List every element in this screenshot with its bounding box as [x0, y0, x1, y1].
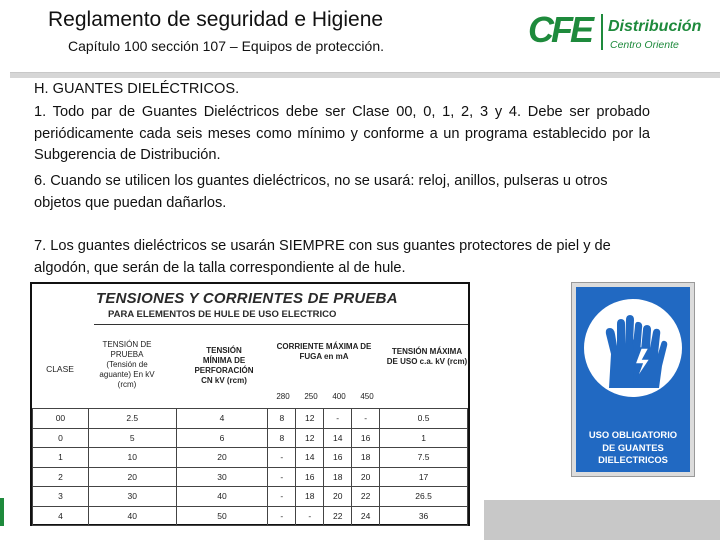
paragraph-item-1: 1. Todo par de Guantes Dieléctricos debe ser Clase 00, 0, 1, 2, 3 y 4. Debe ser probado periódicamente cada seis meses como mínimo y conforme a un programa establecido por la Subgerencia de Distribución. — [34, 104, 650, 163]
logo-brand: CFE — [528, 9, 591, 50]
table-cell: 20 — [88, 467, 176, 487]
table-cell: 6 — [176, 428, 268, 448]
table-cell: 8 — [268, 409, 296, 429]
logo-region: Centro Oriente — [610, 39, 679, 51]
page-title: Reglamento de seguridad e Higiene — [48, 8, 384, 31]
test-voltage-table — [30, 282, 470, 526]
table-cell: 8 — [268, 428, 296, 448]
table-cell: - — [268, 448, 296, 468]
table-cell: 26.5 — [380, 487, 468, 507]
table-cell: 20 — [324, 487, 352, 507]
table-cell: 22 — [324, 506, 352, 526]
table-row — [33, 428, 468, 448]
table-cell: 2.5 — [88, 409, 176, 429]
cfe-logo — [528, 10, 710, 54]
table-title: TENSIONES Y CORRIENTES DE PRUEBA — [96, 290, 398, 307]
page-subtitle: Capítulo 100 sección 107 – Equipos de protección. — [68, 38, 384, 54]
table-cell: - — [324, 409, 352, 429]
header-clase: CLASE — [46, 364, 74, 374]
table-title-rule — [94, 324, 468, 325]
table-cell: 40 — [176, 487, 268, 507]
table-cell: 5 — [88, 428, 176, 448]
logo-divider — [601, 14, 603, 50]
table-cell: 16 — [296, 467, 324, 487]
table-cell: 20 — [176, 448, 268, 468]
table-row — [33, 467, 468, 487]
table-cell: 16 — [324, 448, 352, 468]
mandatory-gloves-sign — [572, 283, 694, 476]
table-cell: 22 — [352, 487, 380, 507]
subheader-current-4: 450 — [360, 392, 374, 401]
header-divider — [10, 72, 720, 78]
table-cell: 0.5 — [380, 409, 468, 429]
table-cell: 14 — [296, 448, 324, 468]
table-cell: 20 — [352, 467, 380, 487]
table-grid — [32, 408, 468, 526]
table-cell: 50 — [176, 506, 268, 526]
table-cell: - — [268, 506, 296, 526]
table-cell: 30 — [176, 467, 268, 487]
table-cell: 30 — [88, 487, 176, 507]
subheader-current-1: 280 — [276, 392, 290, 401]
sign-label: USO OBLIGATORIO DE GUANTES DIELECTRICOS — [588, 429, 678, 465]
table-cell: 0 — [33, 428, 89, 448]
table-subtitle: PARA ELEMENTOS DE HULE DE USO ELECTRICO — [108, 309, 337, 320]
gloves-lightning-icon — [589, 304, 677, 392]
table-cell: 18 — [324, 467, 352, 487]
table-cell: 12 — [296, 409, 324, 429]
table-cell: 24 — [352, 506, 380, 526]
section-heading: H. GUANTES DIELÉCTRICOS. — [34, 81, 240, 97]
table-cell: 4 — [33, 506, 89, 526]
header-max-use: TENSIÓN MÁXIMA DE USO c.a. kV (rcm) — [386, 347, 468, 366]
table-row — [33, 506, 468, 526]
table-cell: 36 — [380, 506, 468, 526]
table-cell: 1 — [380, 428, 468, 448]
paragraph-item-7: 7. Los guantes dieléctricos se usarán SIEMPRE con sus guantes protectores de piel y de algodón, que serán de la talla correspondiente al de hule. — [34, 238, 611, 276]
table-cell: 2 — [33, 467, 89, 487]
table-cell: 4 — [176, 409, 268, 429]
table-cell: 1 — [33, 448, 89, 468]
table-cell: 3 — [33, 487, 89, 507]
table-cell: 10 — [88, 448, 176, 468]
table-cell: 18 — [296, 487, 324, 507]
footer-accent — [0, 498, 4, 526]
table-row — [33, 409, 468, 429]
subheader-current-2: 250 — [304, 392, 318, 401]
table-row — [33, 487, 468, 507]
header-test-voltage: TENSIÓN DE PRUEBA (Tensión de aguante) En kV (rcm) — [99, 340, 155, 389]
table-cell: 7.5 — [380, 448, 468, 468]
table-cell: 12 — [296, 428, 324, 448]
logo-division: Distribución — [608, 18, 702, 35]
footer-band — [484, 500, 720, 540]
table-cell: 17 — [380, 467, 468, 487]
table-cell: - — [352, 409, 380, 429]
table-cell: 00 — [33, 409, 89, 429]
table-cell: - — [268, 487, 296, 507]
header-perforation: TENSIÓN MÍNIMA DE PERFORACIÓN CN kV (rcm) — [194, 346, 254, 385]
paragraph-item-6: 6. Cuando se utilicen los guantes dieléctricos, no se usará: reloj, anillos, pulseras u otros objetos que puedan dañarlos. — [34, 173, 608, 211]
subheader-current-3: 400 — [332, 392, 346, 401]
table-cell: 14 — [324, 428, 352, 448]
table-cell: - — [296, 506, 324, 526]
table-cell: - — [268, 467, 296, 487]
header-leak-current: CORRIENTE MÁXIMA DE FUGA en mA — [276, 342, 372, 361]
table-cell: 40 — [88, 506, 176, 526]
table-cell: 16 — [352, 428, 380, 448]
table-cell: 18 — [352, 448, 380, 468]
table-row — [33, 448, 468, 468]
